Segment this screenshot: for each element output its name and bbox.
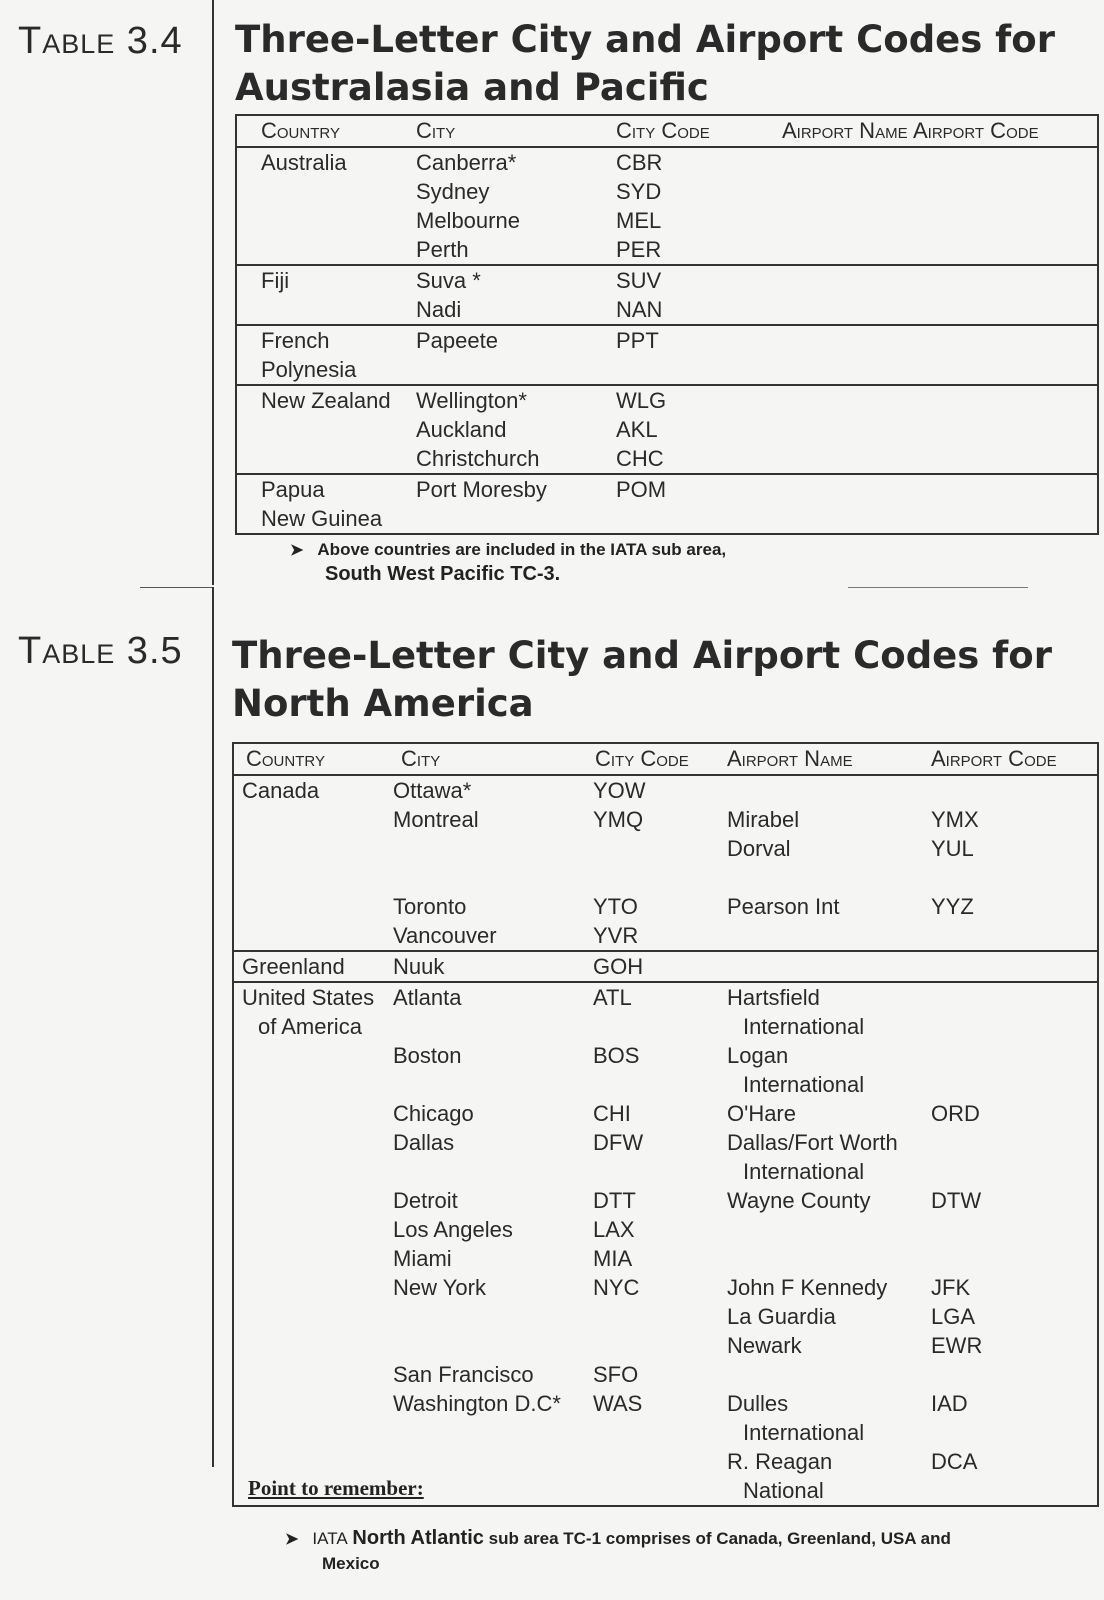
country-name: Canada xyxy=(242,778,320,803)
table-3-4-heading xyxy=(235,16,1095,112)
airport-name xyxy=(727,921,925,950)
country-cell xyxy=(233,775,385,951)
city-code: YVR xyxy=(593,923,639,948)
note-line1 xyxy=(290,540,726,560)
divider-line-right xyxy=(848,587,1028,588)
city-name xyxy=(393,1302,581,1331)
airport-name-cell xyxy=(717,982,925,1506)
airport-name xyxy=(727,776,925,805)
airport-code xyxy=(931,983,1097,1012)
city-code: ATL xyxy=(593,985,632,1010)
city-name: Atlanta xyxy=(393,985,462,1010)
airport-code xyxy=(931,1012,1097,1041)
city-code: DTT xyxy=(593,1188,636,1213)
city-code xyxy=(593,1157,717,1186)
airport-name: Dorval xyxy=(727,836,791,861)
airport-name: Mirabel xyxy=(727,807,800,832)
country-group xyxy=(233,951,1098,982)
city-name: Montreal xyxy=(393,807,479,832)
city-code xyxy=(593,1476,717,1505)
airport-name-cell xyxy=(717,775,925,951)
table-3-5-label: Table 3.5 xyxy=(18,630,183,672)
city-name: Ottawa* xyxy=(393,778,472,803)
city-code: CHI xyxy=(593,1101,631,1126)
airport-name-cell xyxy=(742,265,907,325)
table-3-4-label: Table 3.4 xyxy=(18,20,183,62)
city-code xyxy=(593,863,717,892)
table-3-4-header-row xyxy=(236,115,1098,147)
airport-code xyxy=(931,921,1097,950)
airport-code xyxy=(931,1041,1097,1070)
airport-name: R. Reagan xyxy=(727,1449,833,1474)
airport-code-cell xyxy=(907,474,1098,534)
city-name: Washington D.C* xyxy=(393,1391,561,1416)
city-code xyxy=(593,1070,717,1099)
country-name: Papua xyxy=(261,477,325,502)
airport-code: YMX xyxy=(931,807,979,832)
country-cell xyxy=(236,265,392,325)
ptr-bold: North Atlantic xyxy=(352,1527,484,1549)
table-row xyxy=(236,385,1098,474)
city-name: Christchurch xyxy=(416,446,540,471)
city-code: YMQ xyxy=(593,807,644,832)
city-code: AKL xyxy=(616,417,658,442)
city-code-cell xyxy=(592,474,742,534)
city-name: Perth xyxy=(416,237,469,262)
column-header-city: City xyxy=(385,743,581,775)
airport-name: O'Hare xyxy=(727,1101,796,1126)
airport-name-cell xyxy=(717,951,925,982)
airport-code xyxy=(931,863,1097,892)
city-name: Suva * xyxy=(416,268,481,293)
table-row xyxy=(233,982,1098,1506)
city-code-cell xyxy=(592,385,742,474)
table-3-5 xyxy=(232,742,1099,1507)
country-cell xyxy=(233,982,385,1506)
city-code: NAN xyxy=(616,297,663,322)
airport-name: Logan xyxy=(727,1043,789,1068)
city-code-cell xyxy=(581,775,717,951)
table-3-4-title-line2: Australasia and Pacific xyxy=(235,66,709,109)
country-group xyxy=(236,385,1098,474)
city-name: Detroit xyxy=(393,1188,458,1213)
airport-code: JFK xyxy=(931,1275,971,1300)
city-name: Miami xyxy=(393,1246,452,1271)
city-code-cell xyxy=(592,147,742,265)
column-header-airport-name: Airport Name xyxy=(742,115,907,147)
airport-name: Newark xyxy=(727,1333,802,1358)
city-name xyxy=(393,863,581,892)
city-code: PER xyxy=(616,237,662,262)
airport-code: YUL xyxy=(931,836,974,861)
point-to-remember-heading: Point to remember: xyxy=(248,1476,424,1500)
airport-code xyxy=(931,1215,1097,1244)
city-cell xyxy=(385,951,581,982)
airport-name-cell xyxy=(742,385,907,474)
city-code-cell xyxy=(581,951,717,982)
city-name: San Francisco xyxy=(393,1362,534,1387)
country-cell xyxy=(236,385,392,474)
country-group xyxy=(236,474,1098,534)
airport-name: John F Kennedy xyxy=(727,1275,888,1300)
city-name: Dallas xyxy=(393,1130,455,1155)
city-name xyxy=(393,1418,581,1447)
city-code: POM xyxy=(616,477,667,502)
ptr-prefix: IATA xyxy=(312,1529,348,1548)
column-header-airport-name: Airport Name xyxy=(717,743,925,775)
city-code xyxy=(593,1012,717,1041)
city-cell xyxy=(392,265,592,325)
airport-code-cell xyxy=(907,385,1098,474)
city-code xyxy=(593,1418,717,1447)
city-code xyxy=(593,1302,717,1331)
city-name: Toronto xyxy=(393,894,467,919)
airport-code xyxy=(931,1070,1097,1099)
table-row xyxy=(236,474,1098,534)
city-name: Auckland xyxy=(416,417,507,442)
city-code: CBR xyxy=(616,150,663,175)
city-cell xyxy=(392,474,592,534)
ptr-line1 xyxy=(285,1527,951,1550)
column-header-city-code: City Code xyxy=(592,115,742,147)
airport-code: DTW xyxy=(931,1188,982,1213)
airport-code xyxy=(931,1157,1097,1186)
city-name: Port Moresby xyxy=(416,477,547,502)
airport-code xyxy=(931,952,1097,981)
table-3-5-rule xyxy=(212,587,214,1467)
city-name: Sydney xyxy=(416,179,490,204)
city-code: WAS xyxy=(593,1391,643,1416)
airport-name: La Guardia xyxy=(727,1304,836,1329)
airport-code-cell xyxy=(925,982,1098,1506)
airport-name: National xyxy=(743,1478,824,1503)
airport-name xyxy=(727,1215,925,1244)
city-code-cell xyxy=(592,325,742,385)
airport-code xyxy=(931,1360,1097,1389)
airport-code xyxy=(931,1476,1097,1505)
country-name: New Guinea xyxy=(261,506,383,531)
note-text-1: Above countries are included in the IATA sub area, xyxy=(317,540,727,559)
table-3-5-title-line2: North America xyxy=(232,682,534,725)
city-code-cell xyxy=(592,265,742,325)
airport-code xyxy=(931,1128,1097,1157)
city-code: WLG xyxy=(616,388,667,413)
city-code: NYC xyxy=(593,1275,640,1300)
airport-code-cell xyxy=(907,265,1098,325)
table-3-5-heading xyxy=(232,632,1092,728)
column-header-airport-code: Airport Code xyxy=(925,743,1098,775)
city-name: Los Angeles xyxy=(393,1217,513,1242)
country-name: United States xyxy=(242,985,375,1010)
table-3-4-title-line1: Three-Letter City and Airport Codes for xyxy=(235,18,1055,61)
arrow-bullet-icon: ➤ xyxy=(285,1531,299,1548)
country-cell xyxy=(236,325,392,385)
table-row xyxy=(233,775,1098,951)
airport-code xyxy=(931,1244,1097,1273)
column-header-city-code: City Code xyxy=(581,743,717,775)
country-group xyxy=(233,775,1098,951)
city-name xyxy=(393,1447,581,1476)
ptr-line2: Mexico xyxy=(322,1554,380,1573)
city-code xyxy=(593,1331,717,1360)
country-name: New Zealand xyxy=(261,388,391,413)
airport-name-cell xyxy=(742,325,907,385)
city-name: Nadi xyxy=(416,297,462,322)
country-cell xyxy=(233,951,385,982)
airport-name-cell xyxy=(742,147,907,265)
table-3-4-rule xyxy=(212,0,214,585)
country-name: Greenland xyxy=(242,954,345,979)
city-name: New York xyxy=(393,1275,486,1300)
city-code: GOH xyxy=(593,954,644,979)
column-header-country: Country xyxy=(233,743,385,775)
airport-name xyxy=(727,952,925,981)
airport-name: International xyxy=(743,1159,865,1184)
city-name: Nuuk xyxy=(393,954,445,979)
airport-code-cell xyxy=(907,147,1098,265)
airport-code-cell xyxy=(907,325,1098,385)
city-code: BOS xyxy=(593,1043,640,1068)
city-code: LAX xyxy=(593,1217,635,1242)
city-code: YTO xyxy=(593,894,638,919)
city-name xyxy=(393,1331,581,1360)
ptr-suffix: sub area TC-1 comprises of Canada, Greenland, USA and xyxy=(488,1529,951,1548)
table-row xyxy=(236,147,1098,265)
city-name: Melbourne xyxy=(416,208,520,233)
divider-line xyxy=(140,587,214,588)
table-3-4-note xyxy=(290,540,726,586)
country-group xyxy=(236,325,1098,385)
city-code xyxy=(593,834,717,863)
city-name xyxy=(393,834,581,863)
country-group xyxy=(236,265,1098,325)
airport-name: Dallas/Fort Worth xyxy=(727,1130,898,1155)
airport-code: LGA xyxy=(931,1304,976,1329)
city-name: Canberra* xyxy=(416,150,517,175)
airport-code: EWR xyxy=(931,1333,983,1358)
city-code: SUV xyxy=(616,268,662,293)
column-header-airport-code: Airport Code xyxy=(907,115,1098,147)
airport-name: International xyxy=(743,1072,865,1097)
city-cell xyxy=(385,775,581,951)
city-name: Papeete xyxy=(416,328,498,353)
airport-name: Wayne County xyxy=(727,1188,871,1213)
city-name xyxy=(393,1012,581,1041)
country-name: of America xyxy=(258,1014,362,1039)
city-name: Boston xyxy=(393,1043,462,1068)
country-name: Australia xyxy=(261,150,347,175)
airport-code xyxy=(931,1418,1097,1447)
arrow-bullet-icon: ➤ xyxy=(290,542,304,559)
city-code: DFW xyxy=(593,1130,644,1155)
city-code-cell xyxy=(581,982,717,1506)
airport-name xyxy=(727,863,925,892)
airport-code: IAD xyxy=(931,1391,968,1416)
city-code: MIA xyxy=(593,1246,633,1271)
city-code: SYD xyxy=(616,179,662,204)
country-cell xyxy=(236,147,392,265)
airport-name xyxy=(727,1360,925,1389)
city-name xyxy=(393,1070,581,1099)
table-3-5-title-line1: Three-Letter City and Airport Codes for xyxy=(232,634,1052,677)
city-code: MEL xyxy=(616,208,662,233)
airport-code: DCA xyxy=(931,1449,978,1474)
country-group xyxy=(233,982,1098,1506)
city-name: Wellington* xyxy=(416,388,527,413)
airport-code-cell xyxy=(925,951,1098,982)
airport-name-cell xyxy=(742,474,907,534)
airport-code xyxy=(931,776,1097,805)
airport-name: International xyxy=(743,1014,865,1039)
city-code: YOW xyxy=(593,778,646,803)
city-code xyxy=(593,1447,717,1476)
city-name xyxy=(393,1157,581,1186)
table-row xyxy=(236,265,1098,325)
city-name: Chicago xyxy=(393,1101,474,1126)
airport-name: Hartsfield xyxy=(727,985,820,1010)
airport-name: Pearson Int xyxy=(727,894,840,919)
country-name: Polynesia xyxy=(261,357,357,382)
table-3-4 xyxy=(235,114,1099,535)
table-3-5-header-row xyxy=(233,743,1098,775)
country-name: Fiji xyxy=(261,268,290,293)
column-header-country: Country xyxy=(236,115,392,147)
table-row xyxy=(233,951,1098,982)
city-name: Vancouver xyxy=(393,923,497,948)
city-cell xyxy=(392,325,592,385)
airport-name: International xyxy=(743,1420,865,1445)
airport-name xyxy=(727,1244,925,1273)
airport-code: ORD xyxy=(931,1101,980,1126)
country-group xyxy=(236,147,1098,265)
point-to-remember-text xyxy=(285,1527,951,1574)
airport-code-cell xyxy=(925,775,1098,951)
city-code: PPT xyxy=(616,328,659,353)
country-name: French xyxy=(261,328,330,353)
city-cell xyxy=(392,385,592,474)
table-row xyxy=(236,325,1098,385)
city-cell xyxy=(392,147,592,265)
column-header-city: City xyxy=(392,115,592,147)
note-line2: South West Pacific TC-3. xyxy=(325,563,561,585)
country-cell xyxy=(236,474,392,534)
city-cell xyxy=(385,982,581,1506)
airport-code: YYZ xyxy=(931,894,974,919)
city-code: CHC xyxy=(616,446,664,471)
city-code: SFO xyxy=(593,1362,639,1387)
airport-name: Dulles xyxy=(727,1391,789,1416)
